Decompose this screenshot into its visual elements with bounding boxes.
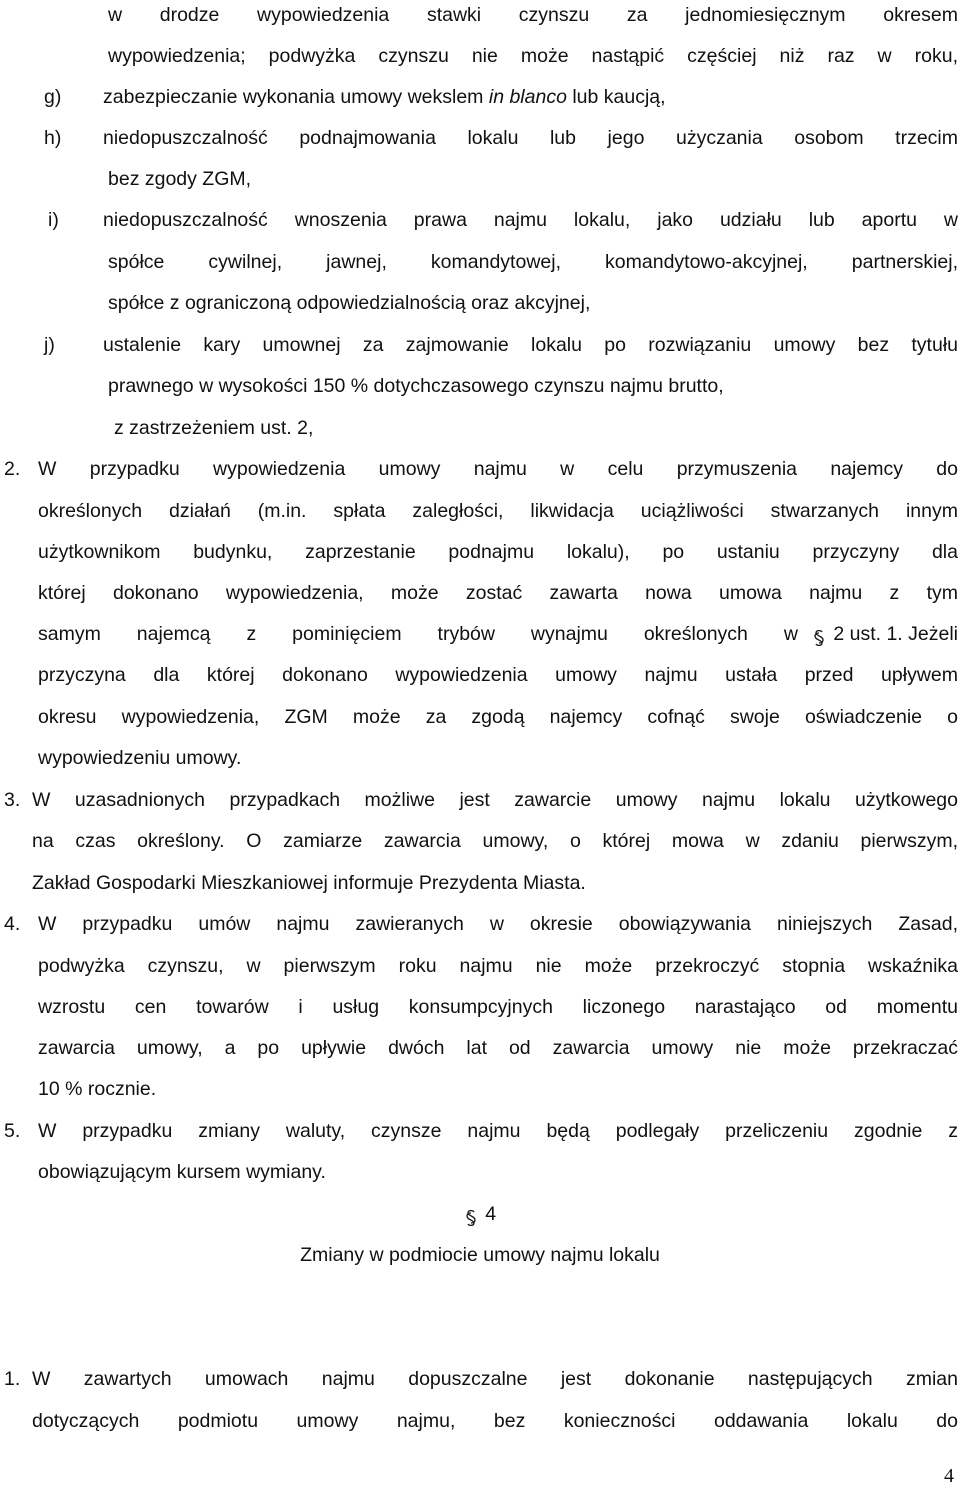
section-sign-icon bbox=[464, 1209, 478, 1223]
section-ref bbox=[812, 622, 958, 646]
text-line: wypowiedzeniu umowy. bbox=[38, 747, 242, 769]
page-number: 4 bbox=[944, 1465, 954, 1487]
paragraph-marker: 1. bbox=[4, 1368, 21, 1390]
text-line: niedopuszczalność podnajmowania lokalu lub jego użyczania osobom trzecim bbox=[103, 127, 958, 149]
text-fragment: samym najemcą z pominięciem trybów wynajmu określonych w bbox=[38, 623, 798, 645]
paragraph-marker: 4. bbox=[4, 913, 21, 935]
text-line: której dokonano wypowiedzenia, może zostać zawarta nowa umowa najmu z tym bbox=[38, 582, 958, 604]
text-line: użytkownikom budynku, zaprzestanie podnajmu lokalu), po ustaniu przyczyny dla bbox=[38, 541, 958, 563]
text-line: zawarcia umowy, a po upływie dwóch lat od zawarcia umowy nie może przekraczać bbox=[38, 1037, 958, 1059]
text-line: w drodze wypowiedzenia stawki czynszu za jednomiesięcznym okresem bbox=[108, 4, 958, 26]
text-line: Zakład Gospodarki Mieszkaniowej informuje Prezydenta Miasta. bbox=[32, 872, 586, 894]
section-number bbox=[0, 1202, 960, 1226]
italic-term: in blanco bbox=[488, 86, 567, 108]
paragraph-marker: 5. bbox=[4, 1120, 21, 1142]
text-line: na czas określony. O zamiarze zawarcia umowy, o której mowa w zdaniu pierwszym, bbox=[32, 830, 958, 852]
text-line: dotyczących podmiotu umowy najmu, bez konieczności oddawania lokalu do bbox=[32, 1410, 958, 1432]
section-title: Zmiany w podmiocie umowy najmu lokalu bbox=[300, 1244, 660, 1266]
section-sign-icon bbox=[812, 629, 826, 643]
text-fragment: lub kaucją, bbox=[566, 86, 666, 108]
text-line: W przypadku wypowiedzenia umowy najmu w celu przymuszenia najemcy do bbox=[38, 458, 958, 480]
text-fragment: 2 ust. 1. Jeżeli bbox=[833, 623, 958, 645]
text-line: podwyżka czynszu, w pierwszym roku najmu nie może przekroczyć stopnia wskaźnika bbox=[38, 955, 958, 977]
list-marker: j) bbox=[44, 334, 55, 356]
text-line: z zastrzeżeniem ust. 2, bbox=[114, 417, 314, 439]
text-line bbox=[38, 622, 958, 646]
list-marker: g) bbox=[44, 86, 62, 108]
text-line: przyczyna dla której dokonano wypowiedzenia umowy najmu ustała przed upływem bbox=[38, 664, 958, 686]
text-line: W przypadku zmiany waluty, czynsze najmu będą podlegały przeliczeniu zgodnie z bbox=[38, 1120, 958, 1142]
text-line: określonych działań (m.in. spłata zaległości, likwidacja uciążliwości stwarzanych innym bbox=[38, 500, 958, 522]
list-marker: h) bbox=[44, 127, 62, 149]
text-line: obowiązującym kursem wymiany. bbox=[38, 1161, 326, 1183]
section-number-text: 4 bbox=[485, 1203, 497, 1225]
text-line: spółce cywilnej, jawnej, komandytowej, komandytowo-akcyjnej, partnerskiej, bbox=[108, 251, 958, 273]
text-line: wzrostu cen towarów i usług konsumpcyjnych liczonego narastająco od momentu bbox=[38, 996, 958, 1018]
list-marker: i) bbox=[48, 209, 59, 231]
text-line: W przypadku umów najmu zawieranych w okresie obowiązywania niniejszych Zasad, bbox=[38, 913, 958, 935]
text-line: bez zgody ZGM, bbox=[108, 168, 252, 190]
text-line: niedopuszczalność wnoszenia prawa najmu lokalu, jako udziału lub aportu w bbox=[103, 209, 958, 231]
text-line: W zawartych umowach najmu dopuszczalne jest dokonanie następujących zmian bbox=[32, 1368, 958, 1390]
text-line: spółce z ograniczoną odpowiedzialnością oraz akcyjnej, bbox=[108, 292, 591, 314]
paragraph-marker: 2. bbox=[4, 458, 21, 480]
paragraph-marker: 3. bbox=[4, 789, 21, 811]
text-fragment: zabezpieczanie wykonania umowy wekslem bbox=[103, 86, 489, 108]
text-line: okresu wypowiedzenia, ZGM może za zgodą najemcy cofnąć swoje oświadczenie o bbox=[38, 706, 958, 728]
text-line: wypowiedzenia; podwyżka czynszu nie może nastąpić częściej niż raz w roku, bbox=[108, 45, 958, 67]
text-line: ustalenie kary umownej za zajmowanie lokalu po rozwiązaniu umowy bez tytułu bbox=[103, 334, 958, 356]
text-line: prawnego w wysokości 150 % dotychczasowego czynszu najmu brutto, bbox=[108, 375, 724, 397]
text-line: 10 % rocznie. bbox=[38, 1078, 157, 1100]
text-line: W uzasadnionych przypadkach możliwe jest zawarcie umowy najmu lokalu użytkowego bbox=[32, 789, 958, 811]
list-item-g bbox=[103, 85, 666, 109]
